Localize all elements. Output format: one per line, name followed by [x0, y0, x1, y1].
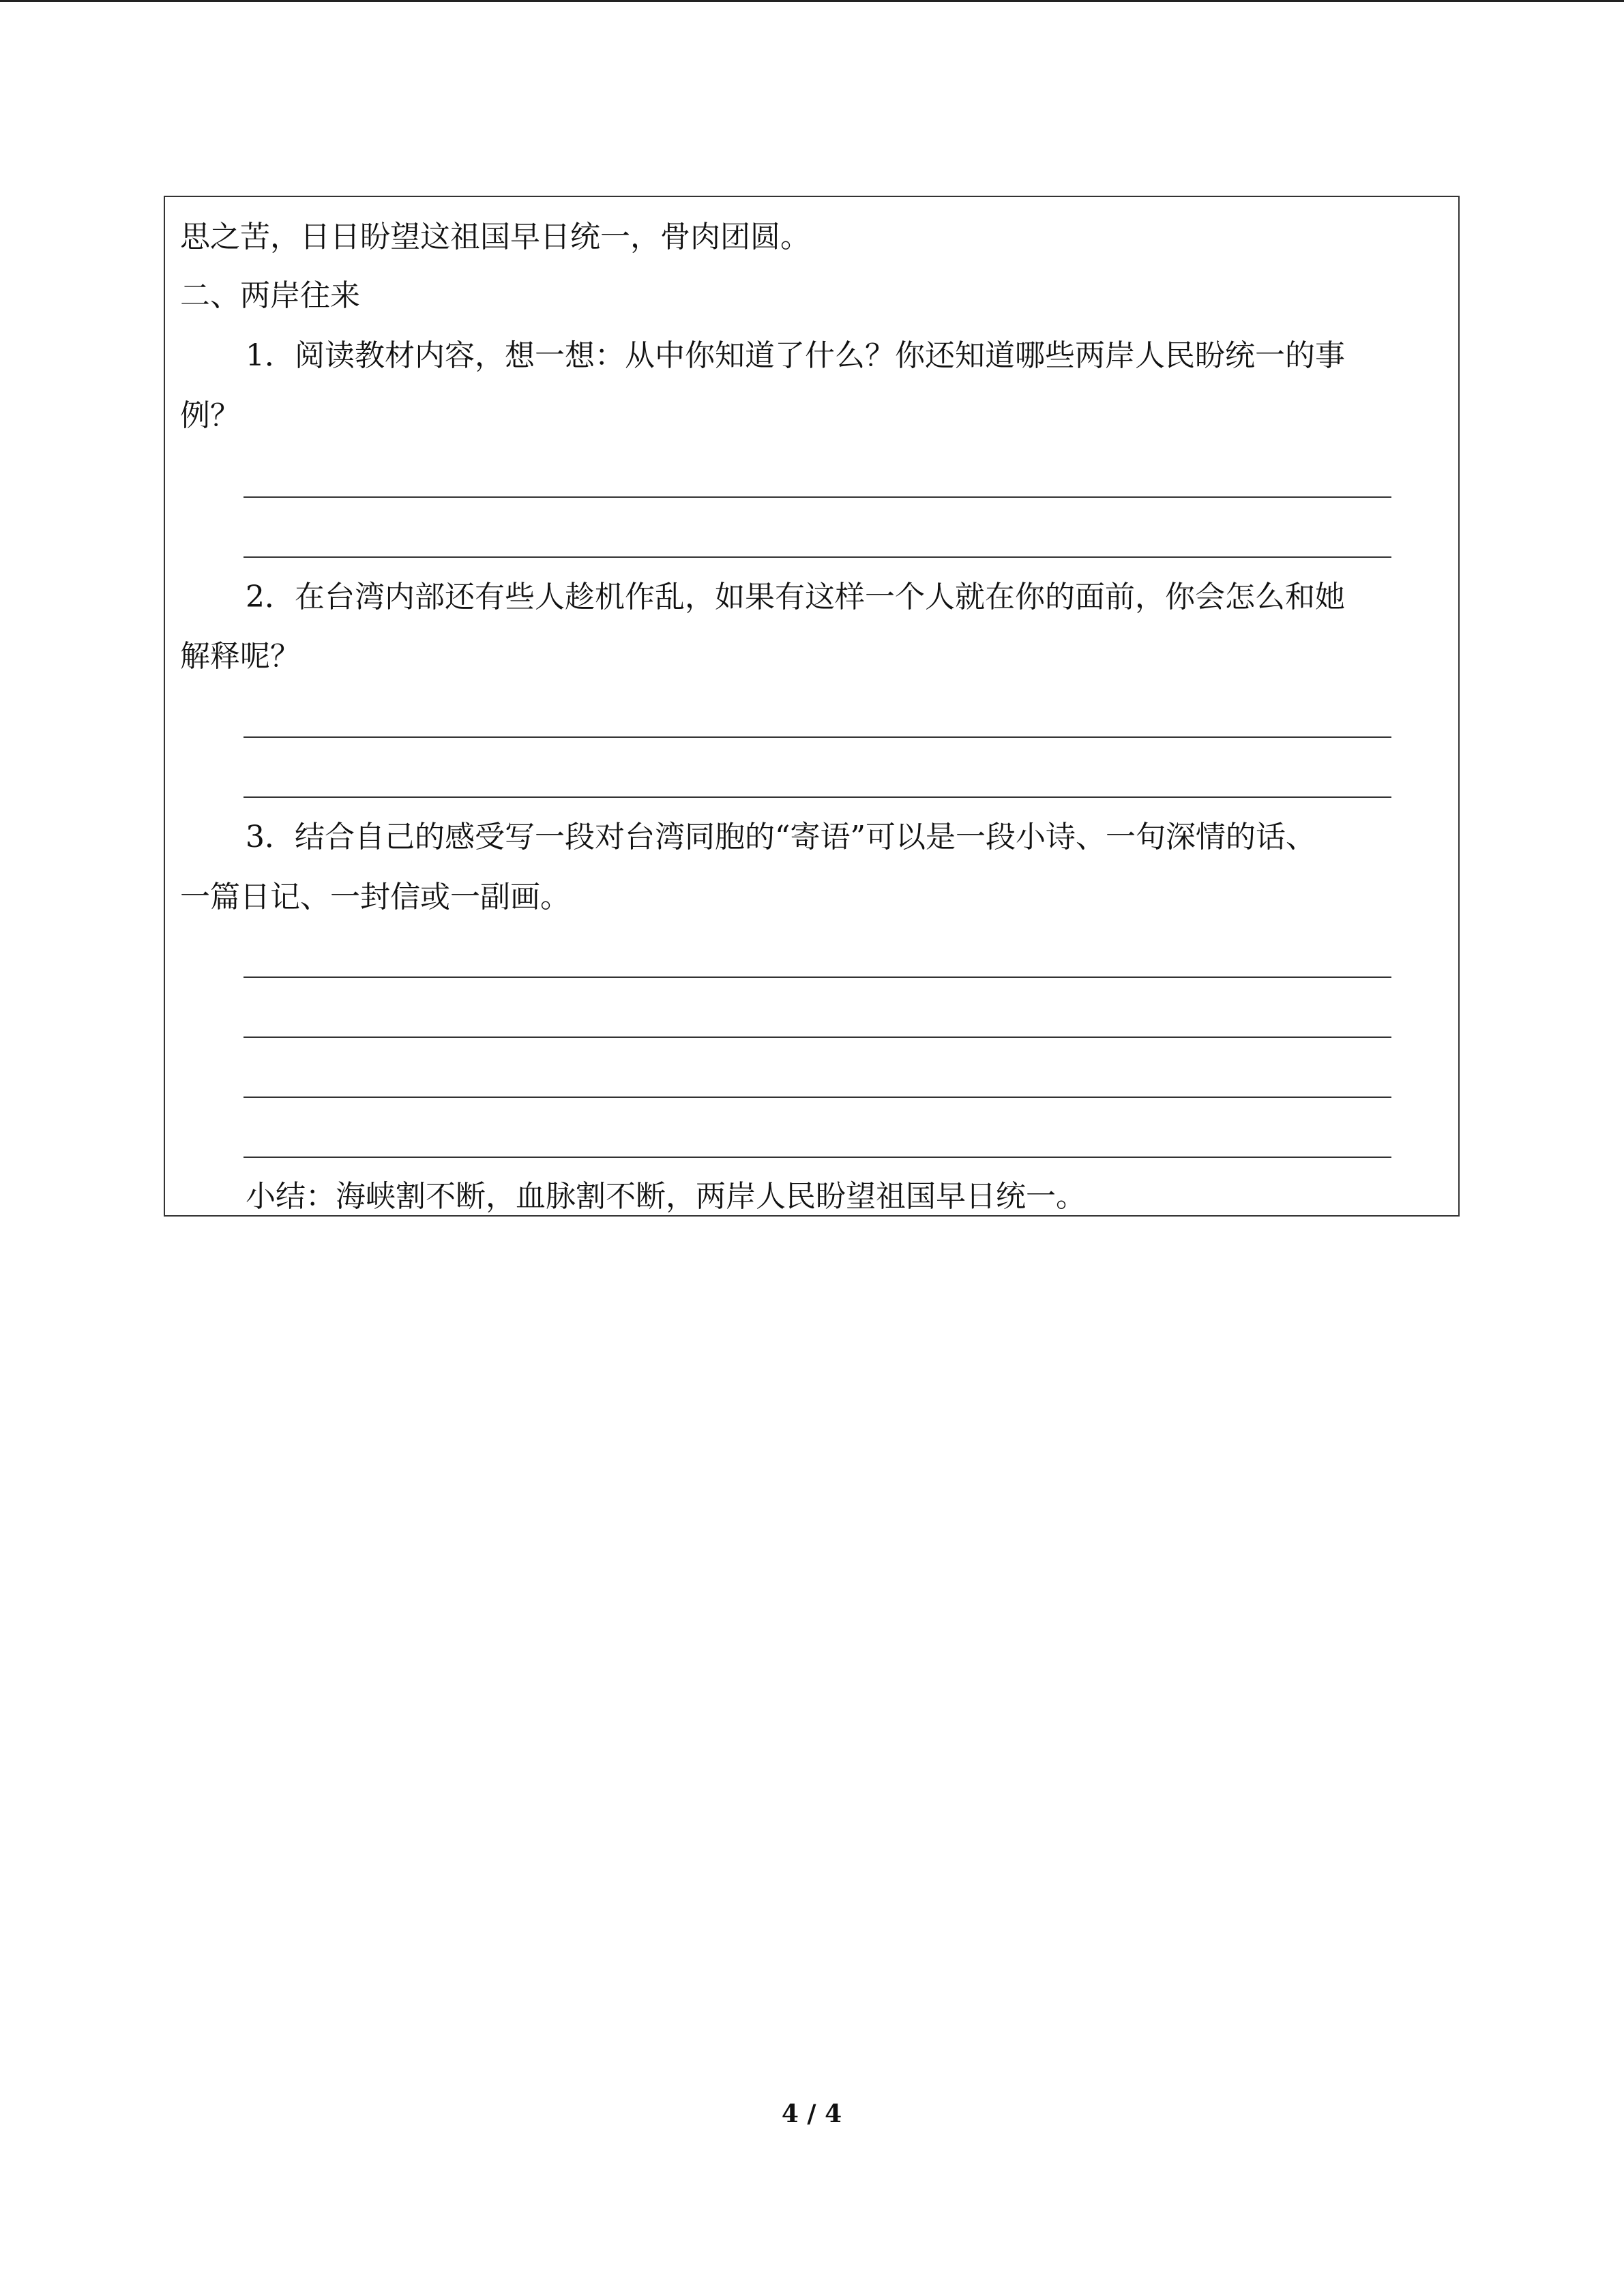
- section-title: 二、两岸往来: [180, 278, 360, 313]
- answer-line-q1-2[interactable]: [243, 556, 1391, 558]
- answer-line-q2-1[interactable]: [243, 736, 1391, 738]
- summary-text: 小结：海峡割不断，血脉割不断，两岸人民盼望祖国早日统一。: [246, 1179, 1086, 1214]
- question-1-line-2: 例？: [180, 398, 240, 433]
- page-number: 4 / 4: [781, 2100, 842, 2128]
- answer-line-q3-2[interactable]: [243, 1037, 1391, 1038]
- page-top-border: [0, 0, 1624, 2]
- question-2-line-2: 解释呢？: [180, 639, 300, 674]
- answer-line-q1-1[interactable]: [243, 496, 1391, 498]
- answer-line-q3-4[interactable]: [243, 1157, 1391, 1158]
- continuation-text: 思之苦，日日盼望这祖国早日统一，骨肉团圆。: [180, 220, 810, 254]
- question-3-line-1: 3．结合自己的感受写一段对台湾同胞的“寄语”可以是一段小诗、一句深情的话、: [246, 820, 1316, 854]
- answer-line-q2-2[interactable]: [243, 796, 1391, 798]
- question-1-line-1: 1．阅读教材内容，想一想：从中你知道了什么？你还知道哪些两岸人民盼统一的事: [246, 338, 1345, 373]
- question-3-line-2: 一篇日记、一封信或一副画。: [180, 880, 570, 914]
- question-2-line-1: 2．在台湾内部还有些人趁机作乱，如果有这样一个人就在你的面前，你会怎么和她: [246, 580, 1345, 614]
- answer-line-q3-1[interactable]: [243, 976, 1391, 978]
- answer-line-q3-3[interactable]: [243, 1097, 1391, 1098]
